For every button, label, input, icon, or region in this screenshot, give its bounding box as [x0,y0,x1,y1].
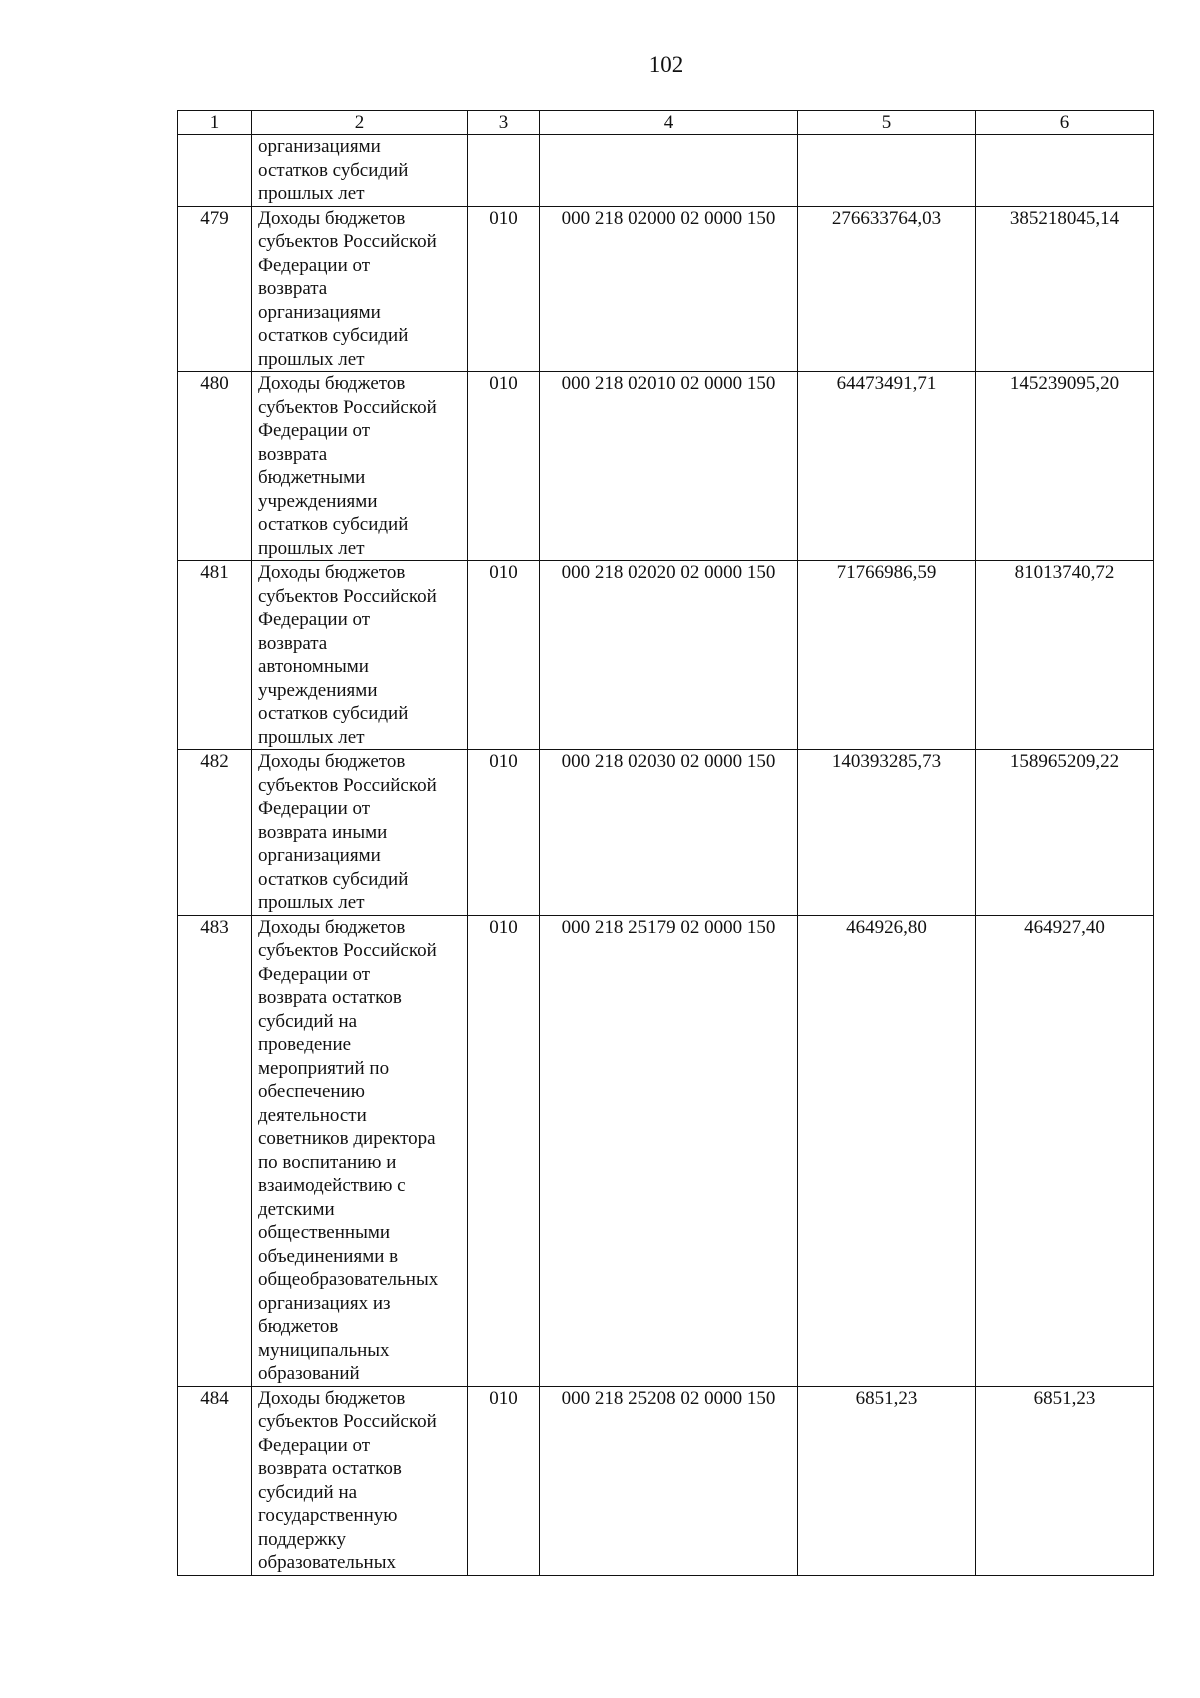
column-header: 4 [540,111,798,135]
budget-classification-code-cell: 000 218 25179 02 0000 150 [540,915,798,1386]
amount-cell-5: 6851,23 [798,1386,976,1575]
income-name-line: Доходы бюджетов [258,373,406,394]
amount-cell-6 [976,135,1154,207]
amount-cell-6: 6851,23 [976,1386,1154,1575]
amount-cell-6: 81013740,72 [976,561,1154,750]
income-name-line: возврата [258,443,328,465]
table-row [178,561,1154,750]
income-name-line: возврата [258,632,328,654]
income-name-line: Федерации от [258,963,371,985]
income-name-line: остатков субсидий [258,325,409,346]
income-name-line: Доходы бюджетов [258,751,406,772]
table-body [178,135,1154,1576]
income-name-line: Доходы бюджетов [258,562,406,583]
income-name-line: остатков субсидий [258,703,409,724]
amount-cell-5: 140393285,73 [798,750,976,916]
income-name-line: субъектов Российской [258,231,437,252]
row-number-cell: 480 [178,372,252,561]
income-name-line: Федерации от [258,254,371,276]
income-name-cell [252,135,468,207]
amount-cell-5: 71766986,59 [798,561,976,750]
income-name-line: поддержку [258,1528,346,1550]
income-name-line: образовательных [258,1552,396,1573]
income-name-line: автономными [258,656,369,677]
income-name-line: субъектов Российской [258,940,437,961]
admin-code-cell: 010 [468,561,540,750]
column-header: 2 [252,111,468,135]
table-row [178,750,1154,916]
amount-cell-6: 464927,40 [976,915,1154,1386]
column-header: 3 [468,111,540,135]
income-name-line: субъектов Российской [258,585,437,607]
row-number-cell [178,135,252,207]
row-number-cell: 482 [178,750,252,916]
income-name-cell [252,750,468,916]
budget-classification-code-cell: 000 218 02000 02 0000 150 [540,206,798,372]
amount-cell-5: 464926,80 [798,915,976,1386]
row-number-cell: 483 [178,915,252,1386]
income-name-line: остатков субсидий [258,159,409,181]
table-row [178,372,1154,561]
income-name-line: Федерации от [258,798,371,819]
income-name-line: прошлых лет [258,726,365,748]
page-number: 102 [648,52,684,77]
admin-code-cell [468,135,540,207]
admin-code-cell: 010 [468,750,540,916]
income-name-line: Доходы бюджетов [258,1387,406,1409]
income-name-line: прошлых лет [258,183,365,204]
income-name-line: возврата иными [258,821,388,843]
income-name-line: возврата [258,278,328,299]
income-name-line: взаимодействию с [258,1175,406,1196]
income-name-line: общеобразовательных [258,1269,439,1290]
table-row [178,1386,1154,1575]
income-name-line: субъектов Российской [258,774,437,796]
admin-code-cell: 010 [468,206,540,372]
income-name-cell [252,372,468,561]
row-number-cell: 481 [178,561,252,750]
income-name-line: образований [258,1363,360,1384]
column-header: 1 [178,111,252,135]
income-name-line: прошлых лет [258,537,365,559]
income-name-line: советников директора [258,1128,436,1149]
income-name-line: организациями [258,136,381,157]
amount-cell-5: 276633764,03 [798,206,976,372]
income-name-line: прошлых лет [258,348,365,370]
income-name-line: бюджетными [258,467,366,488]
income-name-line: Федерации от [258,420,371,441]
budget-classification-code-cell: 000 218 02020 02 0000 150 [540,561,798,750]
income-name-cell [252,915,468,1386]
income-name-line: детскими [258,1198,335,1220]
admin-code-cell: 010 [468,372,540,561]
admin-code-cell: 010 [468,1386,540,1575]
income-name-line: остатков субсидий [258,514,409,535]
income-name-line: субъектов Российской [258,1411,437,1432]
income-name-line: муниципальных [258,1339,390,1361]
income-name-line: государственную [258,1505,398,1526]
row-number-cell: 484 [178,1386,252,1575]
income-name-line: Доходы бюджетов [258,207,406,229]
table-row [178,135,1154,207]
row-number-cell: 479 [178,206,252,372]
amount-cell-5: 64473491,71 [798,372,976,561]
income-name-line: учреждениями [258,490,378,512]
income-name-line: субсидий на [258,1481,358,1503]
budget-table [177,110,1154,1576]
admin-code-cell: 010 [468,915,540,1386]
column-header: 5 [798,111,976,135]
income-name-line: организациями [258,845,381,866]
income-name-line: Федерации от [258,609,371,630]
income-name-line: субсидий на [258,1010,358,1032]
budget-classification-code-cell: 000 218 02010 02 0000 150 [540,372,798,561]
income-name-line: прошлых лет [258,892,365,913]
income-name-line: мероприятий по [258,1057,390,1079]
budget-classification-code-cell: 000 218 25208 02 0000 150 [540,1386,798,1575]
amount-cell-6: 385218045,14 [976,206,1154,372]
income-name-line: проведение [258,1034,352,1055]
income-name-line: обеспечению [258,1081,365,1102]
table-row [178,915,1154,1386]
income-name-line: Доходы бюджетов [258,916,406,938]
table-row [178,206,1154,372]
income-name-line: организациях из [258,1292,391,1314]
income-name-line: субъектов Российской [258,396,437,418]
income-name-line: возврата остатков [258,1458,402,1479]
income-name-line: по воспитанию и [258,1151,397,1173]
income-name-cell [252,1386,468,1575]
income-name-line: возврата остатков [258,987,402,1008]
income-name-cell [252,561,468,750]
column-header: 6 [976,111,1154,135]
income-name-line: общественными [258,1222,391,1243]
income-name-line: остатков субсидий [258,868,409,890]
income-name-line: объединениями в [258,1245,399,1267]
amount-cell-5 [798,135,976,207]
income-name-line: учреждениями [258,679,378,701]
budget-classification-code-cell: 000 218 02030 02 0000 150 [540,750,798,916]
income-name-line: Федерации от [258,1434,371,1456]
budget-classification-code-cell [540,135,798,207]
income-name-cell [252,206,468,372]
amount-cell-6: 158965209,22 [976,750,1154,916]
income-name-line: организациями [258,301,381,323]
income-name-line: бюджетов [258,1316,339,1337]
amount-cell-6: 145239095,20 [976,372,1154,561]
income-name-line: деятельности [258,1104,367,1126]
header-row [178,111,1154,135]
